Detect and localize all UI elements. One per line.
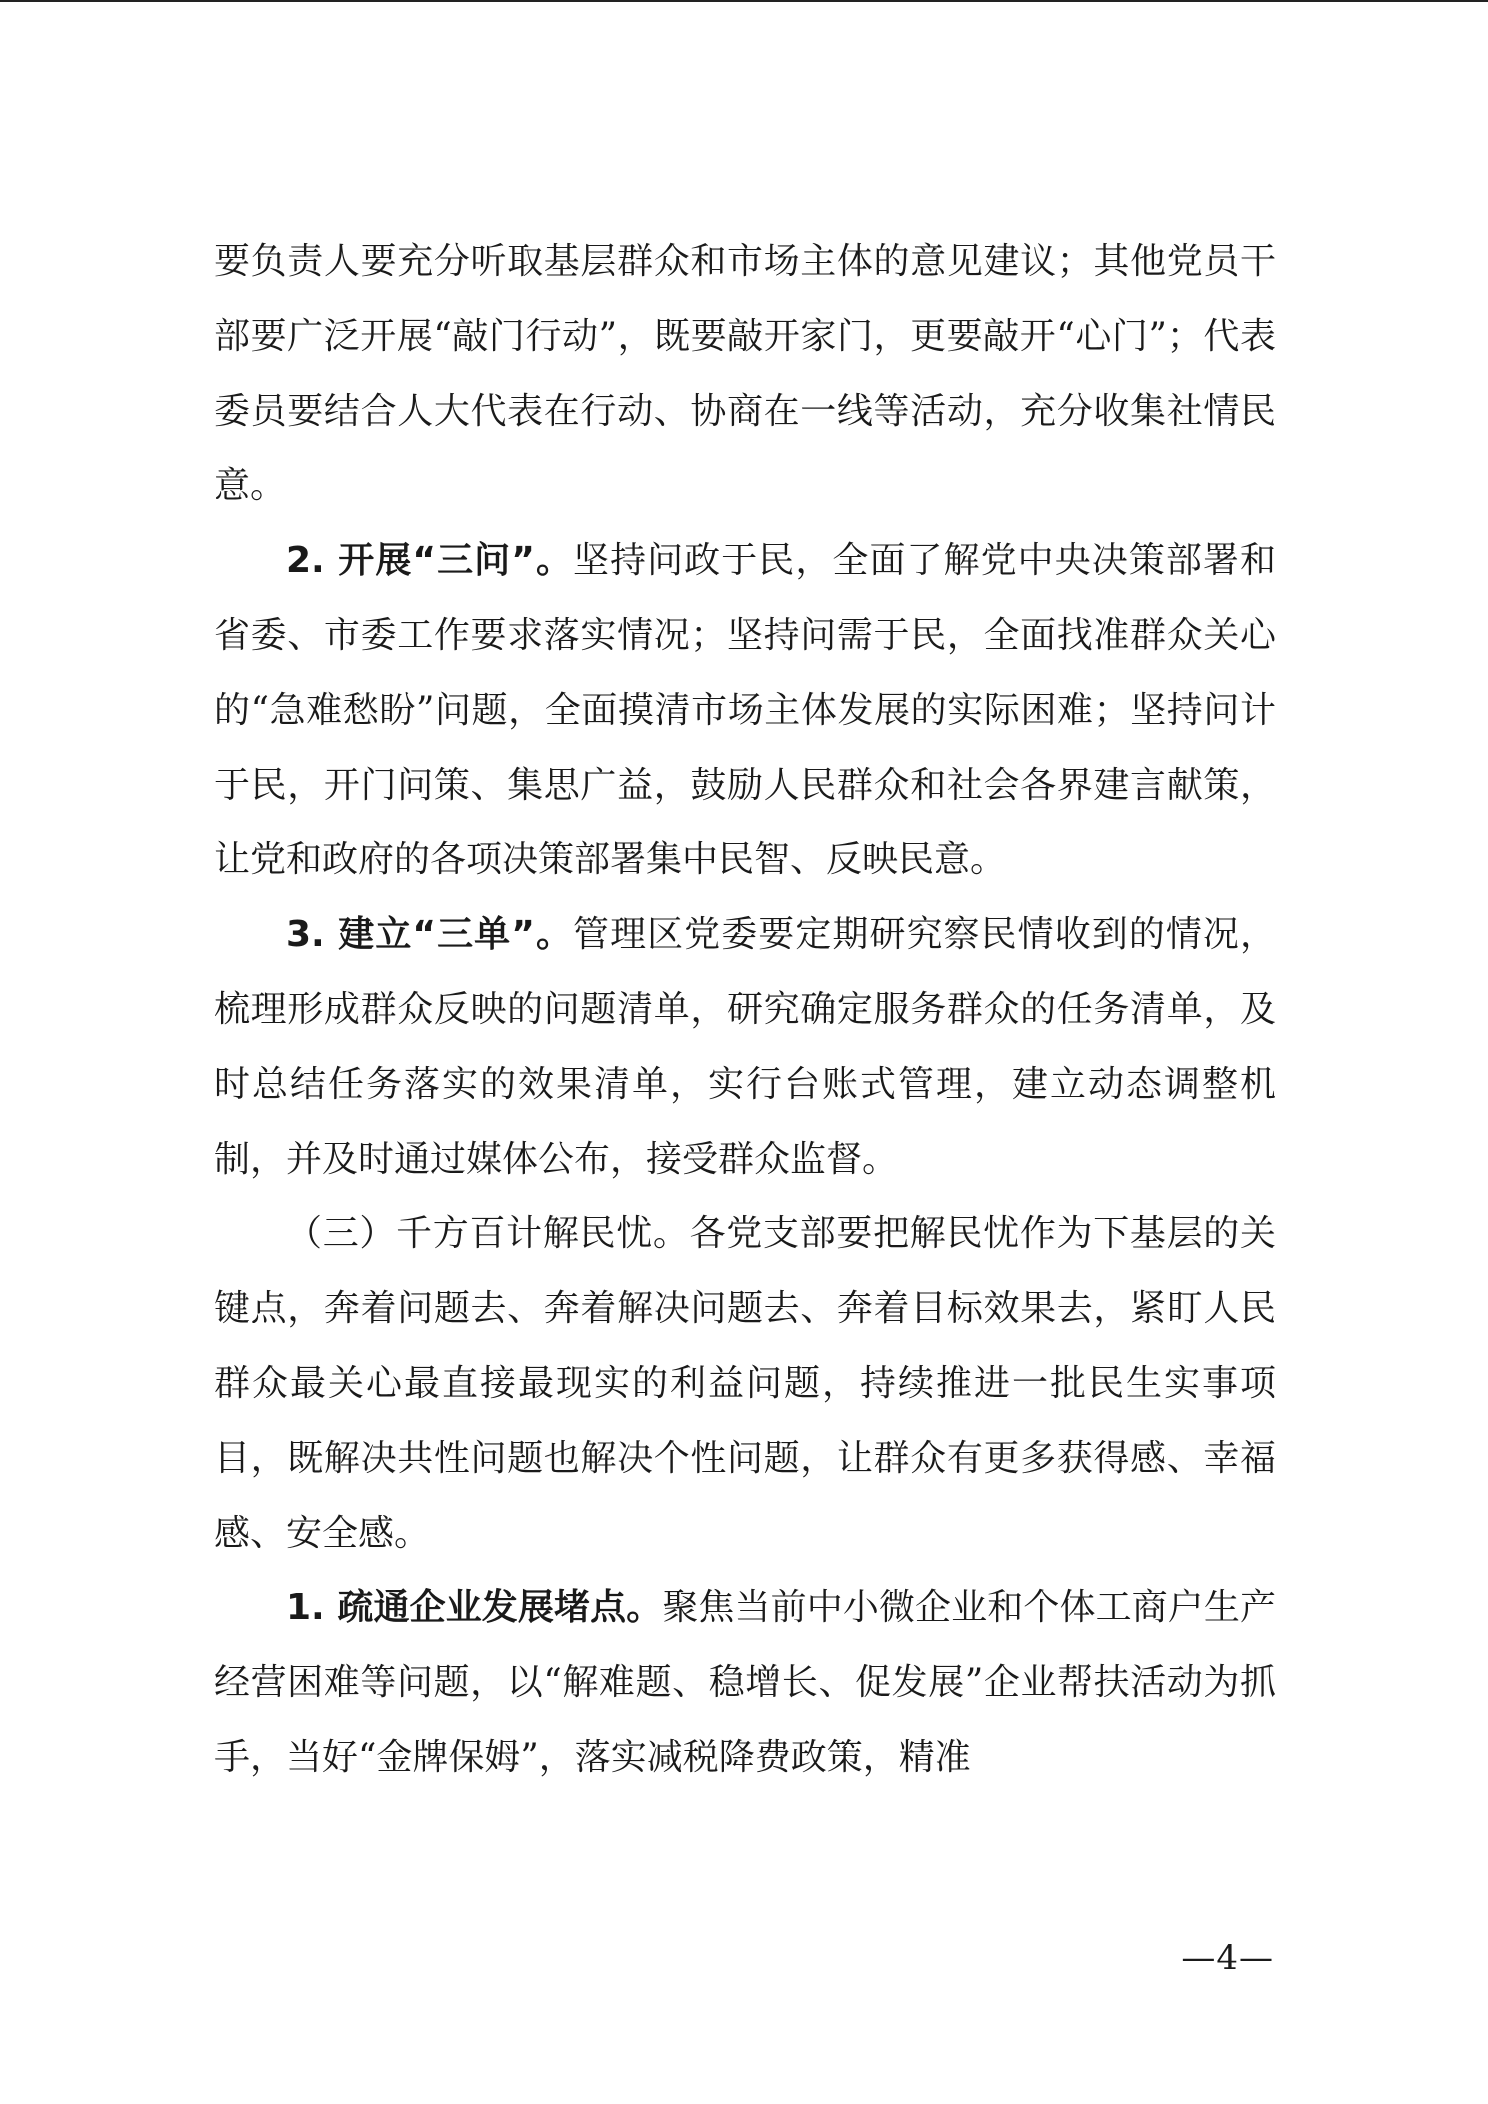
paragraph-text: （三）千方百计解民忧。各党支部要把解民忧作为下基层的关键点，奔着问题去、奔着解决问题去、奔着目标效果去，紧盯人民群众最关心最直接最现实的利益问题，持续推进一批民生实事项目，既解决共性问题也解决个性问题，让群众有更多获得感、幸福感、安全感。 (214, 1213, 1276, 1554)
paragraph-text: 管理区党委要定期研究察民情收到的情况，梳理形成群众反映的问题清单，研究确定服务群众的任务清单，及时总结任务落实的效果清单，实行台账式管理，建立动态调整机制，并及时通过媒体公布，接受群众监督。 (214, 914, 1276, 1180)
paragraph-kai-zhan-san-wen (214, 524, 1276, 898)
paragraph-heading: 3. 建立“三单”。 (286, 914, 574, 956)
paragraph-text: 要负责人要充分听取基层群众和市场主体的意见建议；其他党员干部要广泛开展“敲门行动”，既要敲开家门，更要敲开“心门”；代表委员要结合人大代表在行动、协商在一线等活动，充分收集社情民意。 (214, 241, 1276, 507)
paragraph-heading: 1. 疏通企业发展堵点。 (286, 1587, 663, 1629)
paragraph-heading: 2. 开展“三问”。 (286, 540, 574, 582)
paragraph-jian-li-san-dan (214, 898, 1276, 1197)
paragraph-enterprise-development (214, 1571, 1276, 1795)
paragraph-section-three (214, 1197, 1276, 1571)
paragraph-continuation (214, 225, 1276, 524)
document-body (214, 225, 1276, 1796)
paragraph-text: 聚焦当前中小微企业和个体工商户生产经营困难等问题，以“解难题、稳增长、促发展”企业帮扶活动为抓手，当好“金牌保姆”，落实减税降费政策，精准 (214, 1587, 1276, 1778)
paragraph-text: 坚持问政于民，全面了解党中央决策部署和省委、市委工作要求落实情况；坚持问需于民，全面找准群众关心的“急难愁盼”问题，全面摸清市场主体发展的实际困难；坚持问计于民，开门问策、集思广益，鼓励人民群众和社会各界建言献策，让党和政府的各项决策部署集中民智、反映民意。 (214, 540, 1276, 881)
page-top-border (0, 0, 1488, 2)
page-number: —4— (1181, 1938, 1274, 1978)
